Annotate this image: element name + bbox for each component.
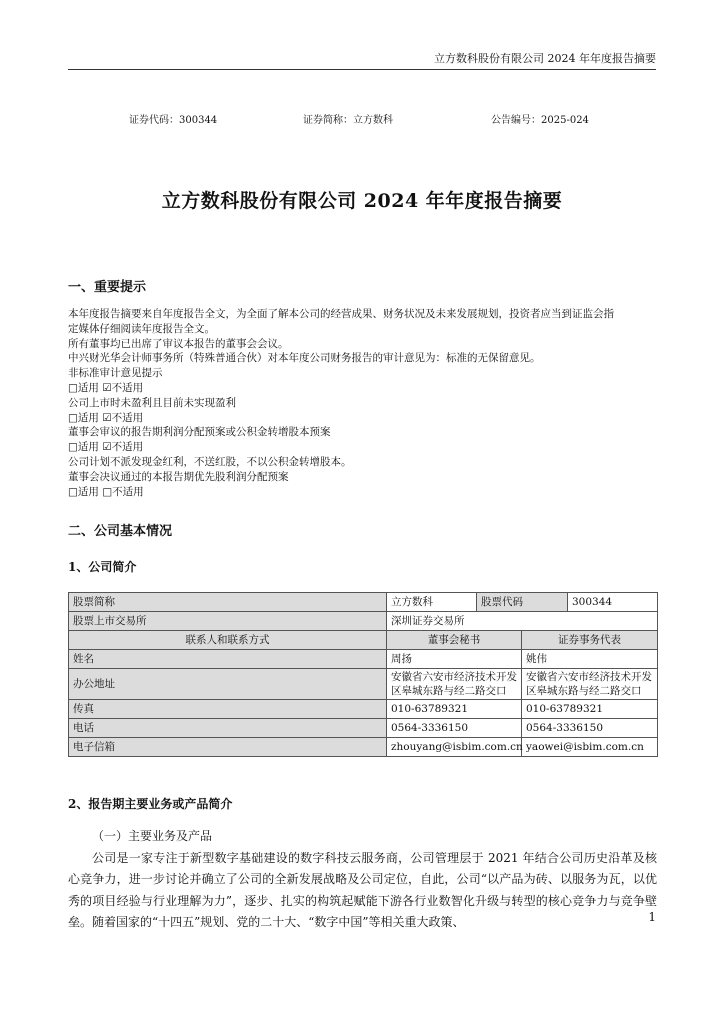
header-divider: [68, 69, 656, 70]
table-row: [69, 669, 658, 700]
table-value-cell: 安徽省六安市经济技术开发区皋城东路与经二路交口: [522, 669, 658, 700]
notice-checkbox-line: □适用 □不适用: [68, 485, 144, 498]
table-value-cell: 300344: [568, 593, 658, 612]
table-value-cell: zhouyang@isbim.com.cn: [387, 738, 522, 757]
important-notice-block: [68, 307, 658, 499]
notice-line: 董事会审议的报告期利润分配预案或公积金转增股本预案: [68, 426, 331, 439]
subsection-label: （一）主要业务及产品: [92, 829, 213, 843]
business-paragraph: 公司是一家专注于新型数字基础建设的数字科技云服务商，公司管理层于 2021 年结合公司历史沿革及核心竞争力，进一步讨论并确立了公司的全新发展战略及公司定位，自此，公司“以产品为砖、以服务为瓦，以优秀的项目经验与行业理解为力”，逐步、扎实的构筑起赋能下游各行业数智化升级与转型的核心竞争力与竞争壁垒。随着国家的“十四五”规划、党的二十大、“数字中国”等相关重大政策、: [68, 850, 657, 929]
notice-line: 非标准审计意见提示: [68, 367, 163, 380]
notice-line: 本年度报告摘要来自年度报告全文，为全面了解本公司的经营成果、财务状况及未来发展规划，投资者应当到证监会指: [68, 308, 614, 320]
table-row: [69, 738, 658, 757]
running-header: 立方数科股份有限公司 2024 年年度报告摘要: [434, 52, 656, 65]
notice-line: 中兴财光华会计师事务所（特殊普通合伙）对本年度公司财务报告的审计意见为：标准的无保留意见。: [68, 352, 541, 365]
table-row: [69, 612, 658, 631]
table-value-cell: 安徽省六安市经济技术开发区皋城东路与经二路交口: [387, 669, 522, 700]
notice-line: 定媒体仔细阅读年度报告全文。: [68, 322, 215, 335]
table-value-cell: 0564-3336150: [522, 719, 658, 738]
table-header-cell: 联系人和联系方式: [69, 631, 387, 650]
security-code: 证券代码：300344: [129, 115, 218, 126]
table-row: [69, 650, 658, 669]
table-value-cell: 0564-3336150: [387, 719, 522, 738]
announcement-number: 公告编号：2025-024: [491, 115, 589, 126]
table-label-cell: 姓名: [69, 650, 387, 669]
notice-line: 公司上市时未盈利且目前未实现盈利: [68, 396, 236, 409]
table-row: [69, 631, 658, 650]
table-row: [69, 593, 658, 612]
table-value-cell: yaowei@isbim.com.cn: [522, 738, 658, 757]
section-heading-important-notice: 一、重要提示: [68, 280, 147, 295]
table-value-cell: 010-63789321: [387, 700, 522, 719]
notice-checkbox-line: □适用 ☑不适用: [68, 441, 144, 454]
notice-line: 所有董事均已出席了审议本报告的董事会会议。: [68, 337, 289, 350]
table-label-cell: 电话: [69, 719, 387, 738]
company-profile-table: [68, 592, 658, 757]
table-label-cell: 电子信箱: [69, 738, 387, 757]
notice-checkbox-line: □适用 ☑不适用: [68, 411, 144, 424]
notice-line: 公司计划不派发现金红利，不送红股，不以公积金转增股本。: [68, 455, 352, 468]
table-value-cell: 深圳证券交易所: [387, 612, 658, 631]
table-label-cell: 股票代码: [477, 593, 568, 612]
table-value-cell: 姚伟: [522, 650, 658, 669]
table-label-cell: 股票简称: [69, 593, 387, 612]
table-value-cell: 周扬: [387, 650, 522, 669]
business-description: [68, 826, 657, 934]
security-abbreviation: 证券简称：立方数科: [303, 115, 393, 126]
table-value-cell: 立方数科: [387, 593, 477, 612]
table-row: [69, 719, 658, 738]
notice-checkbox-line: □适用 ☑不适用: [68, 381, 144, 394]
document-title: 立方数科股份有限公司 2024 年年度报告摘要: [161, 190, 563, 212]
subheading-company-profile: 1、公司简介: [68, 560, 137, 574]
table-header-cell: 证券事务代表: [522, 631, 658, 650]
section-heading-company-info: 二、公司基本情况: [68, 524, 173, 539]
table-label-cell: 传真: [69, 700, 387, 719]
subheading-main-business: 2、报告期主要业务或产品简介: [68, 797, 233, 811]
table-value-cell: 010-63789321: [522, 700, 658, 719]
table-header-cell: 董事会秘书: [387, 631, 522, 650]
table-row: [69, 700, 658, 719]
table-label-cell: 办公地址: [69, 669, 387, 700]
notice-line: 董事会决议通过的本报告期优先股利润分配预案: [68, 470, 289, 483]
table-label-cell: 股票上市交易所: [69, 612, 387, 631]
page-number: 1: [648, 910, 656, 924]
